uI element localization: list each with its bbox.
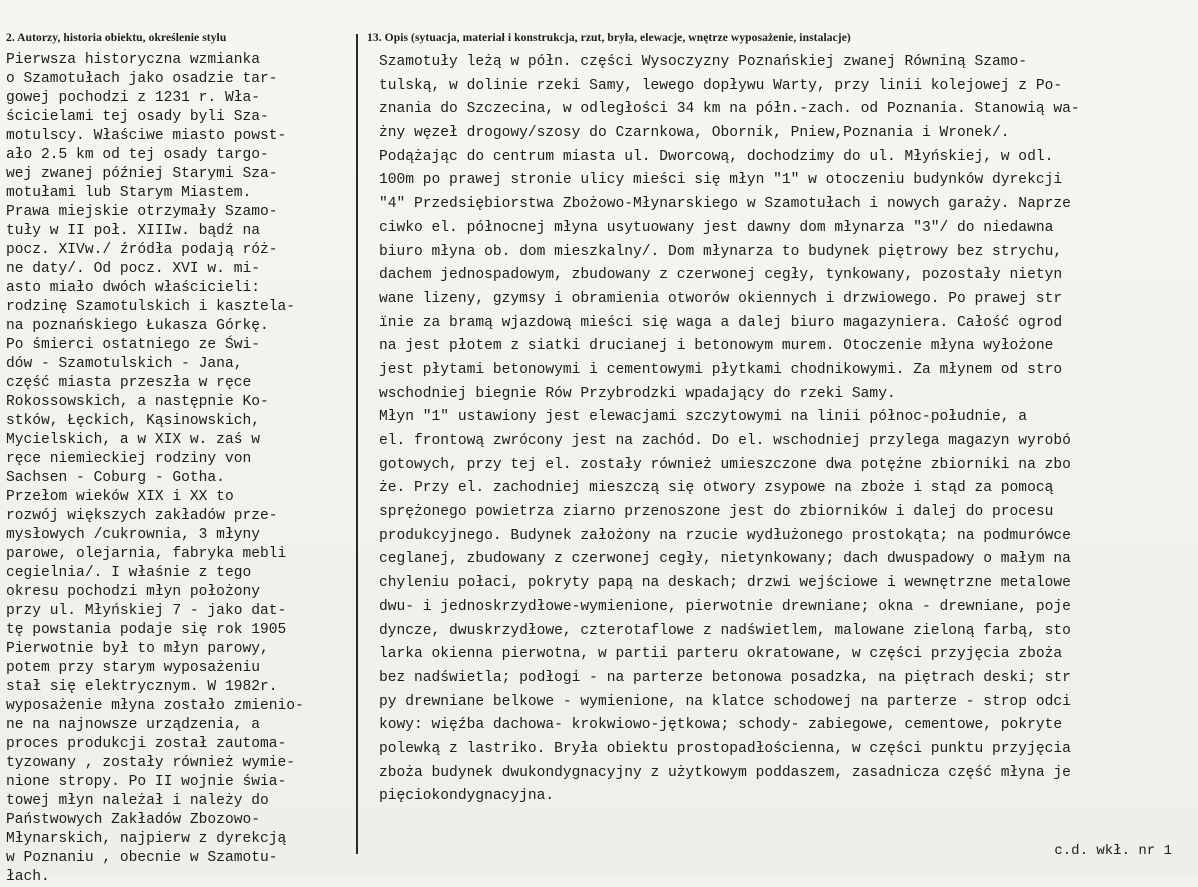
text-line: wane lizeny, gzymsy i obramienia otworów okiennych i drzwiowego. Po prawej str [379,290,1063,307]
text-line: parowe, olejarnia, fabryka mebli [6,546,287,562]
text-line: pięciokondygnacyjna. [379,788,555,805]
text-line: na jest płotem z siatki drucianej i betonowym murem. Otoczenie młyna wyłożone [379,338,1054,355]
text-line: mysłowych /cukrownia, 3 młyny [6,527,260,543]
text-line: sprężonego powietrza ziarno przenoszone jest do zbiorników i dalej do procesu [379,504,1054,521]
text-line: motulscy. Właściwe miasto powst- [6,128,287,144]
description-section-header: 13. Opis (sytuacja, materiał i konstrukcja, rzut, bryła, elewacje, wnętrze wyposażenie, instalacje) [367,32,851,44]
text-line: potem przy starym wyposażeniu [6,660,260,676]
history-section-header: 2. Autorzy, historia obiektu, określenie stylu [6,32,227,44]
text-line: łach. [6,869,50,885]
text-line: dyncze, dwuskrzydłowe, czterotaflowe z nadświetlem, malowane zieloną farbą, sto [379,622,1071,639]
text-line: jest płytami betonowymi i cementowymi płytkami chodnikowymi. Za młynem od stro [379,361,1063,378]
text-line: o Szamotułach jako osadzie tar- [6,71,278,87]
text-line: ścicielami tej osady byli Sza- [6,109,269,125]
text-line: chyleniu połaci, pokryty papą na deskach; drzwi wejściowe i wewnętrzne metalowe [379,575,1071,592]
description-column [363,30,1195,865]
text-line: gotowych, przy tej el. zostały również umieszczone dwa potężne zbiorniki na zbo [379,456,1071,473]
text-line: stał się elektrycznym. W 1982r. [6,679,278,695]
text-line: towej młyn należał i należy do [6,793,269,809]
text-line: stków, Łęckich, Kąsinowskich, [6,413,260,429]
text-line: tuły w II poł. XIIIw. bądź na [6,223,260,239]
text-line: Państwowych Zakładów Zbozowo- [6,812,260,828]
text-line: kowy: więźba dachowa- krokwiowo-jętkowa; schody- zabiegowe, cementowe, pokryte [379,717,1063,734]
text-line: produkcyjnego. Budynek założony na rzucie wydłużonego prostokąta; na podmurówce [379,527,1071,544]
text-line: gowej pochodzi z 1231 r. Wła- [6,90,260,106]
text-line: tulską, w dolinie rzeki Samy, lewego dopływu Warty, przy linii kolejowej z Po- [379,77,1063,94]
text-line: na poznańskiego Łukasza Górkę. [6,318,269,334]
text-line: biuro młyna ob. dom mieszkalny/. Dom młynarza to budynek piętrowy bez strychu, [379,243,1063,260]
text-line: el. frontową zwrócony jest na zachód. Do el. wschodniej przylega magazyn wyrobó [379,433,1071,449]
text-line: motułami lub Starym Miastem. [6,185,252,201]
text-line: Pierwotnie był to młyn parowy, [6,641,269,657]
text-line: Prawa miejskie otrzymały Szamo- [6,204,278,220]
text-line: Mycielskich, a w XIX w. zaś w [6,432,260,448]
text-line: dów - Szamotulskich - Jana, [6,356,243,372]
text-line: bez nadświetla; podłogi - na parterze betonowa posadzka, na piętrach deski; str [379,669,1071,686]
text-line: wej zwanej później Starymi Sza- [6,166,278,182]
text-line: rozwój większych zakładów prze- [6,508,278,524]
text-line: proces produkcji został zautoma- [6,736,287,752]
text-line: cegielnia/. I właśnie z tego [6,565,252,581]
text-line: asto miało dwóch właścicieli: [6,280,260,296]
text-line: Młynarskich, najpierw z dyrekcją [6,831,287,847]
history-column [2,30,352,885]
text-line: ïnie za bramą wjazdową mieści się waga a dalej biuro magazyniera. Całość ogrod [379,314,1063,331]
text-line: wyposażenie młyna zostało zmienio- [6,698,304,714]
text-line: Po śmierci ostatniego ze Świ- [6,337,260,353]
continuation-note: c.d. wkł. nr 1 [1054,843,1172,859]
text-line: rodzinę Szamotulskich i kasztela- [6,299,296,315]
text-line: okresu pochodzi młyn położony [6,584,260,600]
text-line: żny węzeł drogowy/szosy do Czarnkowa, Obornik, Pniew,Poznania i Wronek/. [379,125,1010,142]
text-line: pocz. XIVw./ źródła podają róż- [6,242,278,258]
text-line: zboża budynek dwukondygnacyjny z użytkowym poddaszem, zasadnicza część młyna je [379,764,1071,781]
text-line: Pierwsza historyczna wzmianka [6,52,260,68]
text-line: ne daty/. Od pocz. XVI w. mi- [6,261,260,277]
text-line: tyzowany , zostały również wymie- [6,755,296,771]
text-line: dwu- i jednoskrzydłowe-wymienione, pierwotnie drewniane; okna - drewniane, poje [379,598,1071,615]
text-line: wschodniej biegnie Rów Przybrodzki wpadający do rzeki Samy. [379,385,896,402]
text-line: py drewniane belkowe - wymienione, na klatce schodowej na parterze - strop odci [379,693,1071,710]
text-line: że. Przy el. zachodniej mieszczą się otwory zsypowe na zboże i stąd za pomocą [379,480,1054,497]
text-line: część miasta przeszła w ręce [6,375,252,391]
text-line: Przełom wieków XIX i XX to [6,489,234,505]
text-line: Podążając do centrum miasta ul. Dworcową, dochodzimy do ul. Młyńskiej, w odl. [379,148,1054,165]
text-line: ne na najnowsze urządzenia, a [6,717,260,733]
text-line: Młyn "1" ustawiony jest elewacjami szczytowymi na linii północ-południe, a [379,409,1028,426]
text-line: Sachsen - Coburg - Gotha. [6,470,225,486]
text-line: ręce niemieckiej rodziny von [6,451,252,467]
text-line: "4" Przedsiębiorstwa Zbożowo-Młynarskiego w Szamotułach i nowych garaży. Naprze [379,196,1071,213]
text-line: ceglanej, zbudowany z czerwonej cegły, nietynkowany; dach dwuspadowy o małym na [379,551,1071,568]
text-line: tę powstania podaje się rok 1905 [6,622,287,638]
text-line: przy ul. Młyńskiej 7 - jako dat- [6,603,287,619]
text-line: dachem jednospadowym, zbudowany z czerwonej cegły, tynkowany, pozostały nietyn [379,267,1063,284]
text-line: 100m po prawej stronie ulicy mieści się młyn "1" w otoczeniu budynków dyrekcji [379,172,1063,189]
description-text [363,51,1195,809]
column-divider [356,34,358,854]
text-line: polewką z lastriko. Bryła obiektu prostopadłościenna, w części punktu przyjęcia [379,740,1071,757]
text-line: ciwko el. północnej młyna usytuowany jest dawny dom młynarza "3"/ do niedawna [379,219,1054,236]
text-line: Rokossowskich, a następnie Ko- [6,394,269,410]
text-line: znania do Szczecina, w odległości 34 km na półn.-zach. od Poznania. Stanowią wa- [379,101,1080,118]
text-line: ało 2.5 km od tej osady targo- [6,147,269,163]
text-line: nione stropy. Po II wojnie świa- [6,774,287,790]
text-line: w Poznaniu , obecnie w Szamotu- [6,850,278,866]
text-line: larka okienna pierwotna, w partii parteru okratowane, w części przyjęcia zboża [379,646,1063,663]
history-text [2,51,352,887]
text-line: Szamotuły leżą w półn. części Wysoczyzny Poznańskiej zwanej Równiną Szamo- [379,54,1028,70]
